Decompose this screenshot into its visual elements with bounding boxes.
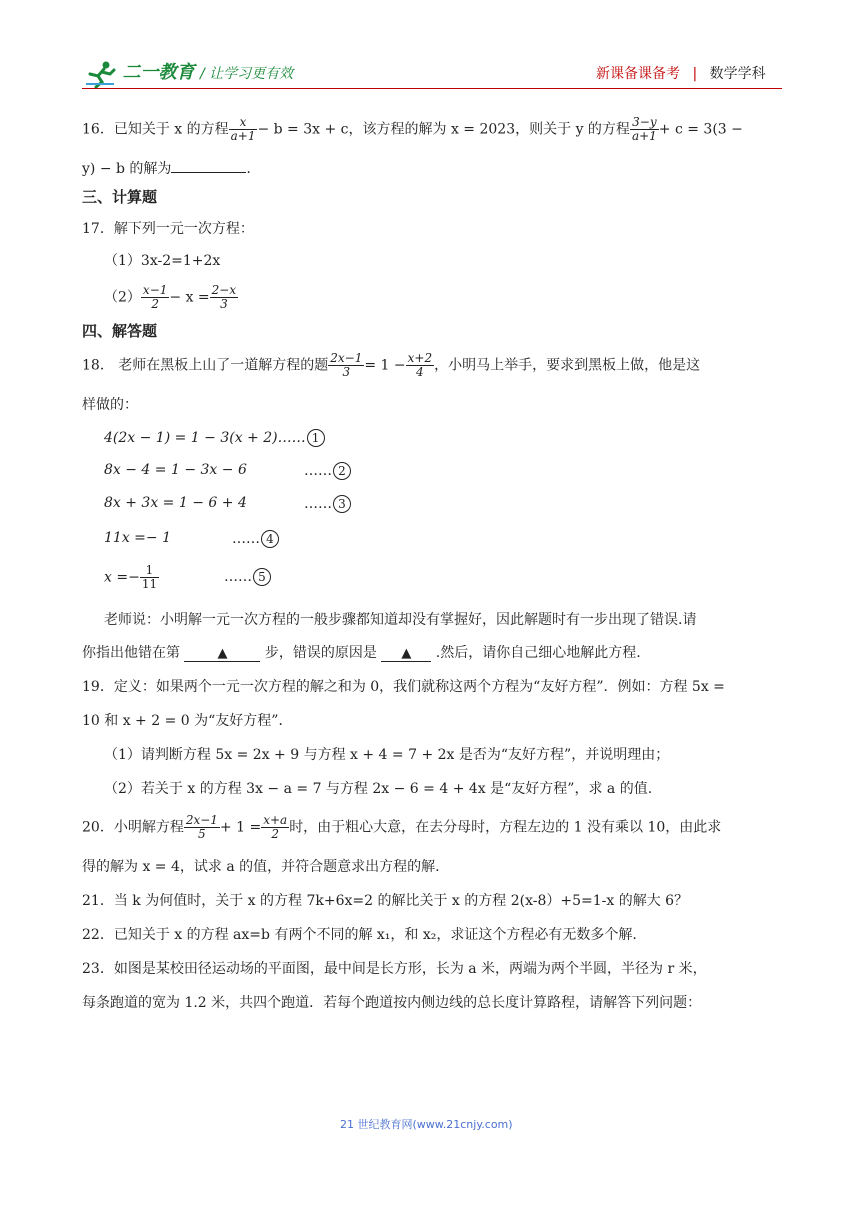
circled-number: 2	[333, 462, 351, 480]
fraction	[141, 284, 169, 311]
step-5-mark	[224, 568, 271, 586]
slogan: / 让学习更有效	[200, 66, 294, 82]
text: 8x + 3x = 1 − 6 + 4	[104, 495, 247, 511]
denominator: a+1	[230, 129, 256, 143]
fraction	[261, 814, 289, 841]
q20-line2: 得的解为 x = 4，试求 a 的值，并符合题意求出方程的解.	[82, 859, 440, 875]
numerator: 3−y	[630, 116, 659, 130]
text: 18． 老师在黑板上山了一道解方程的题	[82, 357, 329, 374]
text: 4(2x − 1) = 1 − 3(x + 2)……	[104, 430, 306, 446]
header-right	[596, 63, 766, 83]
q20-line1	[82, 814, 721, 841]
text: 你指出他错在第	[82, 645, 185, 661]
answer-blank[interactable]: ▲	[184, 646, 260, 662]
running-man-icon	[84, 60, 118, 88]
footer[interactable]: 21 世纪教育网(www.21cnjy.com)	[340, 1118, 513, 1131]
text: − b = 3x + c，该方程的解为 x = 2023，则关于 y 的方程	[257, 121, 630, 138]
text: = 1 −	[364, 357, 406, 374]
text: 时，由于粗心大意，在去分母时，方程左边的 1 没有乘以 10，由此求	[289, 819, 722, 836]
text: ……	[232, 531, 260, 547]
text: ……	[304, 496, 332, 512]
fraction	[184, 814, 220, 841]
numerator: x	[229, 116, 258, 130]
q21: 21．当 k 为何值时，关于 x 的方程 7k+6x=2 的解比关于 x 的方程 2(x-8）+5=1-x 的解大 6？	[82, 893, 689, 909]
text: 步，错误的原因是	[260, 645, 382, 661]
q23-line1: 23．如图是某校田径运动场的平面图，最中间是长方形，长为 a 米，两端为两个半圆，半径为 r 米，	[82, 961, 707, 977]
denominator: a+1	[631, 129, 657, 143]
circled-number: 1	[307, 429, 325, 447]
answer-blank[interactable]	[171, 160, 246, 173]
step-2-mark	[304, 462, 351, 480]
step-3	[104, 495, 247, 511]
q19-part1: （1）请判断方程 5x = 2x + 9 与方程 x + 4 = 7 + 2x 是否为“友好方程”，并说明理由；	[104, 747, 670, 763]
numerator: x+2	[407, 351, 433, 365]
section-heading-4: 四、解答题	[82, 322, 158, 340]
step-4-mark	[232, 530, 279, 548]
text: + c = 3(3 −	[658, 121, 743, 138]
text: 8x − 4 = 1 − 3x − 6	[104, 462, 247, 478]
q22: 22．已知关于 x 的方程 ax=b 有两个不同的解 x₁，和 x₂，求证这个方程必有无数多个解.	[82, 927, 637, 943]
text: 11x =− 1	[104, 530, 171, 546]
denominator: 3	[220, 297, 228, 311]
fraction	[406, 352, 434, 379]
denominator: 4	[416, 365, 424, 379]
q23-line2: 每条跑道的宽为 1.2 米，共四个跑道．若每个跑道按内侧边线的总长度计算路程，请解答下列问题：	[82, 995, 702, 1011]
answer-blank[interactable]: ▲	[381, 646, 431, 662]
numerator: x−1	[142, 283, 168, 297]
fraction	[630, 116, 659, 143]
numerator: 2x−1	[185, 813, 218, 827]
circled-number: 4	[261, 530, 279, 548]
text: ……	[224, 569, 252, 585]
step-5	[104, 564, 159, 591]
text: 16．已知关于 x 的方程	[82, 121, 229, 138]
numerator: 2x−1	[330, 351, 363, 365]
denominator: 2	[271, 827, 280, 841]
circled-number: 3	[333, 495, 351, 513]
q18-line1	[82, 352, 700, 379]
text: x =−	[104, 569, 140, 586]
circled-number: 5	[253, 568, 271, 586]
step-4	[104, 530, 171, 546]
logo	[84, 58, 194, 88]
text: − x =	[169, 289, 210, 306]
text: （2）	[104, 289, 141, 306]
q19-part2: （2）若关于 x 的方程 3x − a = 7 与方程 2x − 6 = 4 + 4x 是“友好方程”，求 a 的值.	[104, 781, 653, 797]
logo-text: 二一教育	[122, 62, 195, 83]
header-subject: 数学学科	[709, 66, 766, 82]
section-heading-3: 三、计算题	[82, 188, 158, 206]
step-3-mark	[304, 495, 351, 513]
text: ，小明马上举手，要求到黑板上做，他是这	[434, 357, 701, 374]
numerator: 1	[140, 564, 159, 578]
q19-line1: 19．定义：如果两个一元一次方程的解之和为 0，我们就称这两个方程为“友好方程”．例如：方程 5x =	[82, 679, 725, 695]
text: ……	[304, 463, 332, 479]
step-1	[104, 429, 325, 447]
text: 20．小明解方程	[82, 819, 184, 836]
q18-line2: 样做的：	[82, 397, 138, 413]
denominator: 5	[198, 827, 206, 841]
q17-part2	[104, 284, 238, 311]
text: + 1 =	[219, 819, 262, 836]
text: .然后，请你自己细心地解此方程.	[431, 645, 641, 661]
step-2	[104, 462, 247, 478]
fraction	[328, 352, 364, 379]
header-divider: |	[692, 66, 698, 82]
header-rule	[82, 88, 782, 89]
fraction	[140, 564, 159, 591]
numerator: 2−x	[211, 283, 237, 297]
numerator: x+a	[263, 813, 288, 827]
q19-line2: 10 和 x + 2 = 0 为“友好方程”．	[82, 713, 293, 729]
denominator: 3	[342, 365, 351, 379]
q17-part1: （1）3x-2=1+2x	[104, 253, 221, 269]
denominator: 11	[141, 577, 158, 591]
q16-line2	[82, 158, 251, 178]
q18-teacher-line2	[82, 642, 641, 662]
denominator: 2	[151, 297, 159, 311]
text: .	[246, 161, 251, 177]
q17-title: 17．解下列一元一次方程：	[82, 221, 254, 237]
fraction	[229, 116, 258, 143]
text: y) − b 的解为	[82, 161, 172, 177]
q16-line1	[82, 116, 743, 143]
header-title: 新课备课备考	[596, 66, 680, 82]
q18-teacher-line1: 老师说：小明解一元一次方程的一般步骤都知道却没有掌握好，因此解题时有一步出现了错误.请	[104, 612, 697, 628]
fraction	[210, 284, 238, 311]
